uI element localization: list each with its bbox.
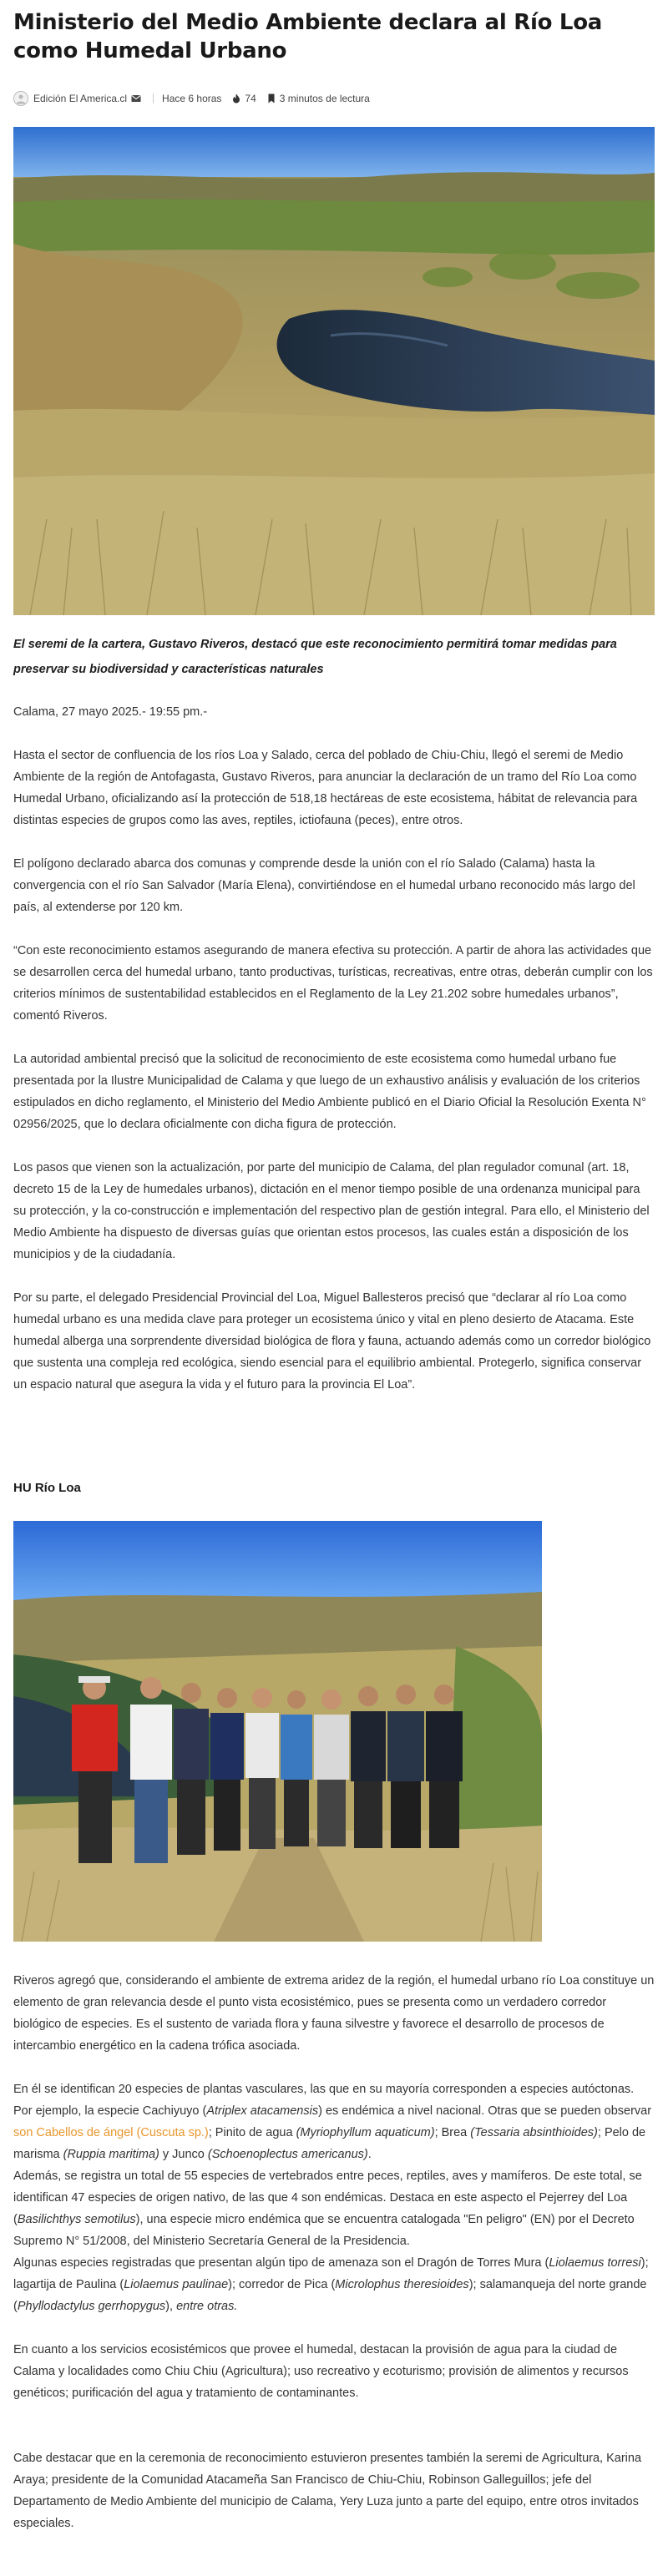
p8-species-5: (Schoenoplectus americanus) [207, 2148, 368, 2161]
p10-text-3: ); corredor de Pica ( [228, 2278, 336, 2291]
article-meta [13, 90, 655, 107]
paragraph-5: Los pasos que vienen son la actualización, por parte del municipio de Calama, del plan regulador comunal (art. 18, decreto 15 de la Ley de humedales urbanos), dictación en el menor tiempo posible de una ordenanza municipal para su protección, y la co-construcción e implementación del respectivo plan de gestión integral. Para ello, el Ministerio del Medio Ambiente ha dispuesto de diversas guías que orientan estos procesos, las cuales están a disposición de los municipios y de la ciudadanía. [13, 1161, 650, 1261]
p8-text-3: ; Pinito de agua [208, 2126, 296, 2139]
p10-species-1: Liolaemus torresi [549, 2256, 641, 2270]
paragraph-3: “Con este reconocimiento estamos asegurando de manera efectiva su protección. A partir de ahora las actividades que se desarrollen cerca del humedal urbano, tanto productivas, turísticas, recreativas, entre otras, deberán cumplir con los criterios mínimos de sustentabilidad establecidos en el Reglamento de la Ley 21.202 sobre humedales urbanos”, comentó Riveros. [13, 944, 653, 1023]
p10-species-3: Microlophus theresioides [335, 2278, 469, 2291]
hero-image-wetland [13, 127, 655, 615]
meta-divider [153, 93, 154, 104]
p8-text-2: ) es endémica a nivel nacional. Otras que se pueden observar [318, 2104, 652, 2118]
paragraph-11: En cuanto a los servicios ecosistémicos que provee el humedal, destacan la provisión de agua para la ciudad de Calama y localidades como Chiu Chiu (Agricultura); uso recreativo y ecoturismo; provisión de alimentos y recursos genéticos; purificación del agua y tratamiento de contaminantes. [13, 2343, 629, 2400]
p8-text-1: En él se identifican 20 especies de plantas vasculares, las que en su mayoría corresponden a especies autóctonas. Por ejemplo, la especie Cachiyuyo ( [13, 2083, 635, 2118]
bookmark-icon [266, 93, 276, 104]
reading-time: 3 minutos de lectura [279, 93, 370, 104]
p8-species-3: (Tessaria absinthioides) [470, 2126, 598, 2139]
p8-text-7: . [367, 2148, 372, 2161]
p9-text-2: ), una especie micro endémica que se encuentra catalogada "En peligro" (EN) por el Decreto Supremo N° 51/2008, del Ministerio Secretaría General de la Presidencia. [13, 2213, 635, 2248]
paragraph-7: Riveros agregó que, considerando el ambiente de extrema aridez de la región, el humedal urbano río Loa constituye un elemento de gran relevancia desde el punto vista ecosistémico, pues se presenta como un verdadero corredor biológico de especies. Es el sustento de variada flora y fauna silvestre y favorece el desarrollo de procesos de intercambio energético en la cadena trófica asociada. [13, 1974, 655, 2053]
section-heading: HU Río Loa [13, 1481, 81, 1495]
p9-species-1: Basilichthys semotilus [17, 2213, 136, 2226]
publish-time: Hace 6 horas [162, 93, 222, 104]
p10-text-4: ); salamanqueja del norte grande ( [13, 2278, 647, 2313]
p8-species-1: Atriplex atacamensis [206, 2104, 319, 2118]
p8-text-6: y Junco [159, 2148, 208, 2161]
p9-text-1: Además, se registra un total de 55 especies de vertebrados entre peces, reptiles, aves y mamíferos. De este total, se identifican 47 especies de origen nativo, de las que 4 son endémicas. Destaca en este aspecto el Pejerrey del Loa ( [13, 2169, 642, 2226]
flame-icon [231, 93, 241, 104]
paragraph-4: La autoridad ambiental precisó que la solicitud de reconocimiento de este ecosistema como humedal urbano fue presentada por la Ilustre Municipalidad de Calama y que luego de un exhaustivo análisis y evaluación de los criterios estipulados en dicho reglamento, el Ministerio del Medio Ambiente publicó en el Diario Oficial la Resolución Exenta N° 02956/2025, que lo declara oficialmente con dicha figura de protección. [13, 1053, 646, 1131]
paragraph-2: El polígono declarado abarca dos comunas y comprende desde la unión con el río Salado (Calama) hasta la convergencia con el río San Salvador (María Elena), convirtiéndose en el humedal urbano reconocido más largo del país, al extenderse por 120 km. [13, 857, 635, 914]
user-avatar-icon[interactable] [13, 91, 28, 106]
paragraph-9 [13, 2165, 655, 2252]
envelope-icon[interactable] [131, 93, 141, 104]
p10-species-4: Phyllodactylus gerrhopygus [17, 2300, 166, 2313]
p10-text-1: Algunas especies registradas que presentan algún tipo de amenaza son el Dragón de Torres Mura ( [13, 2256, 549, 2270]
p10-species-2: Liolaemus paulinae [124, 2278, 229, 2291]
p8-text-4: ; Brea [434, 2126, 471, 2139]
author-name[interactable]: Edición El America.cl [33, 93, 128, 104]
p10-text-5: ), [165, 2300, 177, 2313]
ceremony-photo [13, 1521, 542, 1942]
article-title: Ministerio del Medio Ambiente declara al Río Loa como Humedal Urbano [13, 10, 603, 63]
p10-text-2: ); lagartija de Paulina ( [13, 2256, 649, 2291]
paragraph-12: Cabe destacar que en la ceremonia de reconocimiento estuvieron presentes también la seremi de Agricultura, Karina Araya; presidente de la Comunidad Atacameña San Francisco de Chiu-Chiu, Robinson Galleguillos; jefe del Departamento de Medio Ambiente del municipio de Calama, Yery Luza junto a parte del equipo, entre otros invitados especiales. [13, 2452, 642, 2530]
p8-text-5: ; Pelo de marisma [13, 2126, 646, 2161]
p8-species-link[interactable]: son Cabellos de ángel (Cuscuta sp.) [13, 2126, 209, 2139]
paragraph-8 [13, 2078, 655, 2165]
paragraph-6: Por su parte, el delegado Presidencial Provincial del Loa, Miguel Ballesteros precisó que “declarar al río Loa como humedal urbano es una medida clave para proteger un ecosistema único y vital en pleno desierto de Atacama. Este humedal alberga una sorprendente diversidad biológica de flora y fauna, actuando además como un corredor biológico que sustenta una compleja red ecológica, siendo esencial para el equilibrio ambiental. Protegerlo, significa conservar un espacio natural que asegura la vida y el futuro para la provincia El Loa”. [13, 1291, 651, 1392]
p8-species-2: (Myriophyllum aquaticum) [296, 2126, 435, 2139]
p8-species-4: (Ruppia maritima) [63, 2148, 159, 2161]
paragraph-10 [13, 2252, 655, 2317]
views-count: 74 [245, 93, 256, 104]
paragraph-1: Hasta el sector de confluencia de los ríos Loa y Salado, cerca del poblado de Chiu-Chiu, llegó el seremi de Medio Ambiente de la región de Antofagasta, Gustavo Riveros, para anunciar la declaración de un tramo del Río Loa como Humedal Urbano, oficializando así la protección de 518,18 hectáreas de este ecosistema, hábitat de relevancia para distintas especies de grupos como las aves, reptiles, ictiofauna (peces), entre otros. [13, 749, 638, 827]
dateline: Calama, 27 mayo 2025.- 19:55 pm.- [13, 705, 208, 719]
hero-caption: El seremi de la cartera, Gustavo Riveros, destacó que este reconocimiento permitirá tomar medidas para preservar su biodiversidad y características naturales [13, 638, 617, 676]
p10-species-5: entre otras. [176, 2300, 238, 2313]
